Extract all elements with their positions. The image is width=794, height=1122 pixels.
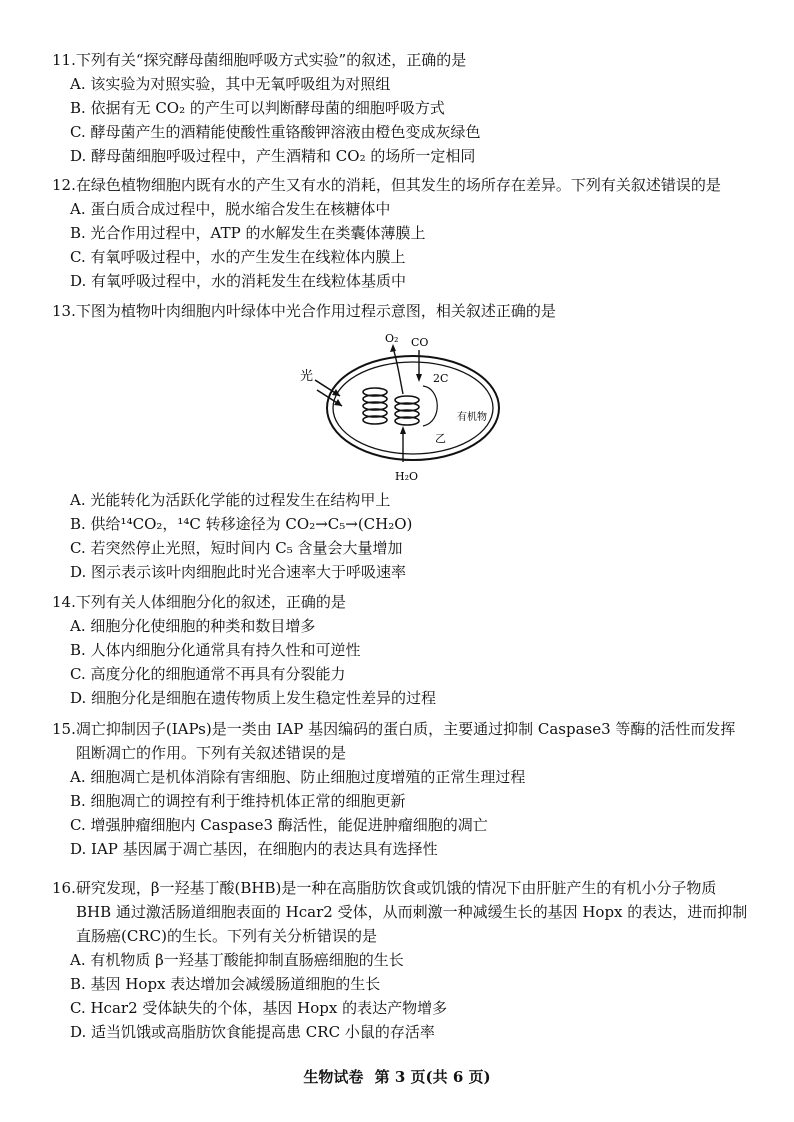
question-stem: 16.研究发现，β一羟基丁酸(BHB)是一种在高脂肪饮食或饥饿的情况下由肝脏产生的有机小分子物质 <box>52 879 717 897</box>
option-d: D. 酵母菌细胞呼吸过程中，产生酒精和 CO₂ 的场所一定相同 <box>70 147 476 165</box>
question-14 <box>52 590 782 710</box>
option-a: A. 细胞凋亡是机体消除有害细胞、防止细胞过度增殖的正常生理过程 <box>70 768 526 786</box>
question-13-options <box>52 488 782 584</box>
footer-subject: 生物试卷 <box>303 1068 364 1086</box>
c3-label: 2C <box>433 372 449 385</box>
option-b: B. 人体内细胞分化通常具有持久性和可逆性 <box>70 641 361 659</box>
question-11 <box>52 48 782 168</box>
question-12 <box>52 173 782 293</box>
option-a: A. 蛋白质合成过程中，脱水缩合发生在核糖体中 <box>70 200 391 218</box>
page-footer <box>0 1066 794 1087</box>
option-a: A. 该实验为对照实验，其中无氧呼吸组为对照组 <box>70 75 391 93</box>
option-c: C. 有氧呼吸过程中，水的产生发生在线粒体内膜上 <box>70 248 406 266</box>
option-a: A. 有机物质 β一羟基丁酸能抑制直肠癌细胞的生长 <box>70 951 404 969</box>
option-b: B. 依据有无 CO₂ 的产生可以判断酵母菌的细胞呼吸方式 <box>70 99 445 117</box>
option-d: D. IAP 基因属于凋亡基因，在细胞内的表达具有选择性 <box>70 840 438 858</box>
question-15 <box>52 717 782 861</box>
h2o-arrowhead <box>400 426 406 434</box>
option-c: C. 若突然停止光照，短时间内 C₅ 含量会大量增加 <box>70 539 403 557</box>
h2o-label: H₂O <box>395 470 419 483</box>
calvin-cycle-arrow <box>423 386 437 426</box>
question-stem-continued: BHB 通过激活肠道细胞表面的 Hcar2 受体，从而刺激一种减缓生长的基因 Hopx 的表达，进而抑制 <box>76 903 748 921</box>
option-c: C. 酵母菌产生的酒精能使酸性重铬酸钾溶液由橙色变成灰绿色 <box>70 123 481 141</box>
footer-page-number: 第 3 页(共 6 页) <box>374 1068 491 1086</box>
option-c: C. 增强肿瘤细胞内 Caspase3 酶活性，能促进肿瘤细胞的凋亡 <box>70 816 488 834</box>
option-d: D. 细胞分化是细胞在遗传物质上发生稳定性差异的过程 <box>70 689 437 707</box>
light-label: 光 <box>300 369 314 384</box>
question-stem: 11.下列有关“探究酵母菌细胞呼吸方式实验”的叙述，正确的是 <box>52 51 467 69</box>
question-stem-continued: 阻断凋亡的作用。下列有关叙述错误的是 <box>76 744 347 762</box>
yi-label: 乙 <box>435 432 446 445</box>
grana-stack <box>395 396 419 425</box>
organic-label: 有机物 <box>457 412 487 423</box>
question-stem: 14.下列有关人体细胞分化的叙述，正确的是 <box>52 593 346 611</box>
question-stem: 15.凋亡抑制因子(IAPs)是一类由 IAP 基因编码的蛋白质，主要通过抑制 Caspase3 等酶的活性而发挥 <box>52 720 736 738</box>
grana-stack-jia <box>363 388 387 424</box>
question-16 <box>52 876 782 1044</box>
option-c: C. Hcar2 受体缺失的个体，基因 Hopx 的表达产物增多 <box>70 999 448 1017</box>
option-a: A. 光能转化为活跃化学能的过程发生在结构甲上 <box>70 491 391 509</box>
co2-label: CO <box>411 336 429 349</box>
co2-arrowhead <box>416 374 422 382</box>
o2-label: O₂ <box>385 332 399 345</box>
chloroplast-inner-membrane <box>333 362 493 454</box>
option-c: C. 高度分化的细胞通常不再具有分裂能力 <box>70 665 346 683</box>
chloroplast-outer-membrane <box>327 356 499 460</box>
question-stem: 12.在绿色植物细胞内既有水的产生又有水的消耗，但其发生的场所存在差异。下列有关叙述错误的是 <box>52 176 721 194</box>
option-a: A. 细胞分化使细胞的种类和数目增多 <box>70 617 316 635</box>
option-b: B. 基因 Hopx 表达增加会减缓肠道细胞的生长 <box>70 975 381 993</box>
option-d: D. 适当饥饿或高脂肪饮食能提高患 CRC 小鼠的存活率 <box>70 1023 435 1041</box>
o2-arrow <box>393 348 403 394</box>
option-b: B. 供给¹⁴CO₂，¹⁴C 转移途径为 CO₂→C₅→(CH₂O) <box>70 515 413 533</box>
option-b: B. 光合作用过程中，ATP 的水解发生在类囊体薄膜上 <box>70 224 426 242</box>
question-stem: 13.下图为植物叶肉细胞内叶绿体中光合作用过程示意图，相关叙述正确的是 <box>52 302 556 320</box>
option-b: B. 细胞凋亡的调控有利于维持机体正常的细胞更新 <box>70 792 406 810</box>
chloroplast-svg <box>295 330 505 490</box>
option-d: D. 图示表示该叶肉细胞此时光合速率大于呼吸速率 <box>70 563 407 581</box>
o2-arrowhead <box>390 344 396 352</box>
chloroplast-diagram <box>295 330 505 490</box>
question-13-stem-block <box>52 299 782 323</box>
option-d: D. 有氧呼吸过程中，水的消耗发生在线粒体基质中 <box>70 272 407 290</box>
question-stem-continued: 直肠癌(CRC)的生长。下列有关分析错误的是 <box>76 927 377 945</box>
